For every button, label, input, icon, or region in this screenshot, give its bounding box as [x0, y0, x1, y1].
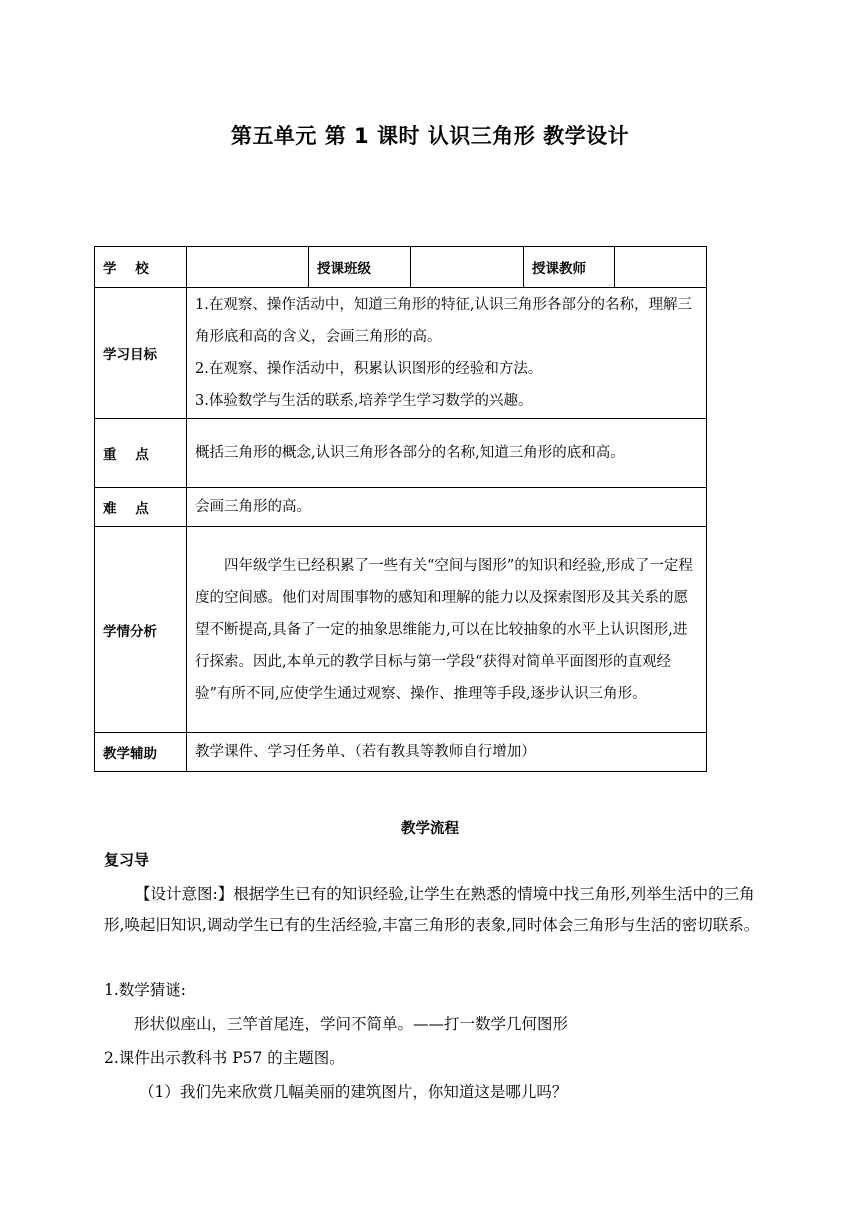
table-row-difficulty — [95, 488, 707, 527]
table-row-analysis — [95, 527, 707, 733]
table-row-school — [95, 247, 707, 288]
difficulty-text: 会画三角形的高。 — [195, 499, 311, 515]
goals-label: 学习目标 — [95, 288, 187, 419]
school-value — [187, 247, 309, 288]
teacher-label: 授课教师 — [524, 247, 615, 288]
goal-item: 3.体验数学与生活的联系,培养学生学习数学的兴趣。 — [195, 393, 533, 409]
section-title: 复习导 — [104, 851, 150, 869]
table-row-aids — [95, 733, 707, 772]
design-intent-block — [104, 879, 760, 941]
page-title: 第五单元 第 1 课时 认识三角形 教学设计 — [230, 124, 630, 148]
item1-title: 1.数学猜谜: — [104, 981, 187, 999]
item2-title: 2.课件出示教科书 P57 的主题图。 — [104, 1049, 345, 1067]
class-value — [411, 247, 524, 288]
class-label: 授课班级 — [309, 247, 411, 288]
key-text: 概括三角形的概念,认识三角形各部分的名称,知道三角形的底和高。 — [195, 445, 625, 461]
item1-text: 形状似座山，三竿首尾连，学问不简单。——打一数学几何图形 — [134, 1015, 569, 1033]
goal-item: 2.在观察、操作活动中，积累认识图形的经验和方法。 — [195, 361, 543, 377]
key-label: 重 点 — [95, 419, 187, 488]
table-row-key — [95, 419, 707, 488]
design-intent-text: 【设计意图:】根据学生已有的知识经验,让学生在熟悉的情境中找三角形,列举生活中的三角形,唤起旧知识,调动学生已有的生活经验,丰富三角形的表象,同时体会三角形与生活的密切联系。 — [104, 885, 760, 934]
school-label: 学 校 — [95, 247, 187, 288]
aids-label: 教学辅助 — [95, 733, 187, 772]
item2-sub1: （1）我们先来欣赏几幅美丽的建筑图片，你知道这是哪儿吗？ — [139, 1083, 568, 1101]
teacher-value — [615, 247, 707, 288]
table-row-goals — [95, 288, 707, 419]
analysis-label: 学情分析 — [95, 527, 187, 733]
lesson-info-table — [94, 246, 707, 772]
goals-content — [187, 288, 707, 419]
difficulty-label: 难 点 — [95, 488, 187, 527]
difficulty-content — [187, 488, 707, 527]
analysis-text: 四年级学生已经积累了一些有关“空间与图形”的知识和经验,形成了一定程度的空间感。他们对周围事物的感知和理解的能力以及探索图形及其关系的愿望不断提高,具备了一定的抽象思维能力,可以在比较抽象的水平上认识图形,进行探索。因此,本单元的教学目标与第一学段“获得对简单平面图形的直观经验”有所不同,应使学生通过观察、操作、推理等手段,逐步认识三角形。 — [195, 557, 693, 702]
goal-item: 1.在观察、操作活动中，知道三角形的特征,认识三角形各部分的名称，理解三角形底和高的含义，会画三角形的高。 — [195, 297, 692, 345]
aids-text: 教学课件、学习任务单、（若有教具等教师自行增加） — [195, 744, 536, 760]
analysis-content — [187, 527, 707, 733]
key-content — [187, 419, 707, 488]
flow-title: 教学流程 — [401, 821, 459, 837]
aids-content — [187, 733, 707, 772]
